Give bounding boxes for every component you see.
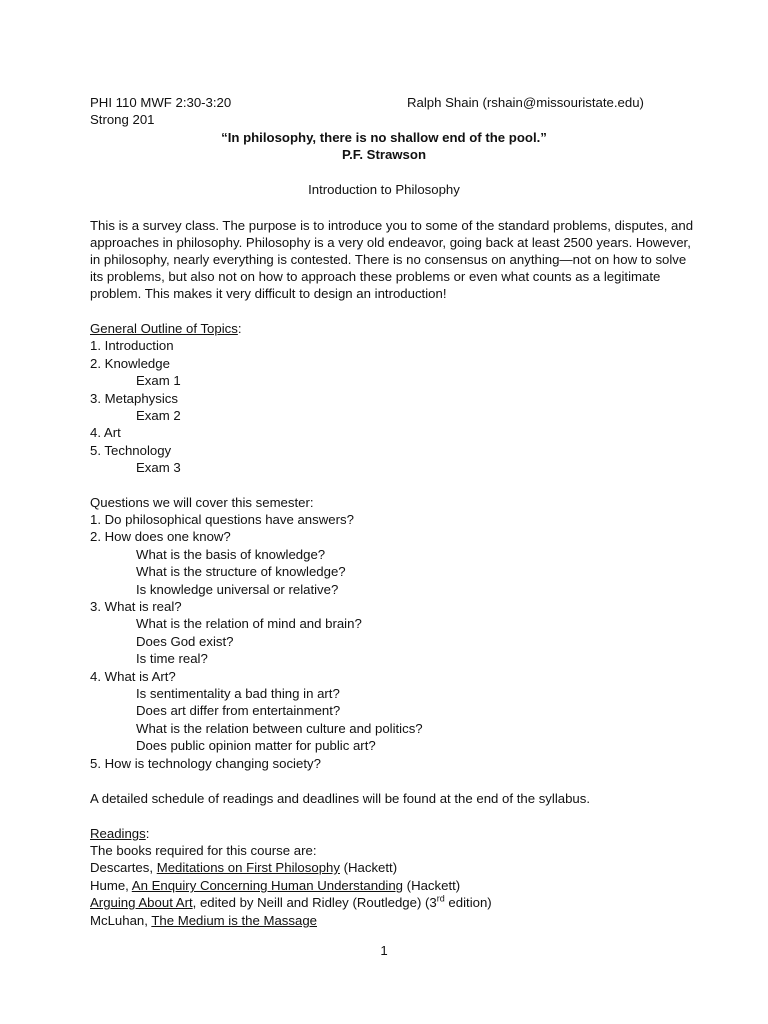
reading-publisher: (Hackett) [339,860,398,875]
epigraph-quote: “In philosophy, there is no shallow end of the pool.” [221,130,547,145]
page-title: Introduction to Philosophy [308,182,460,197]
instructor-info: Ralph Shain (rshain@missouristate.edu) [407,95,644,110]
outline-item: 5. Technology [90,443,172,458]
reading-title: Arguing About Art [90,895,193,910]
question-item: 5. How is technology changing society? [90,756,321,771]
outline-exam: Exam 2 [136,408,181,423]
sub-question: Does art differ from entertainment? [136,703,341,718]
question-item: 4. What is Art? [90,669,176,684]
outline-heading-text: General Outline of Topics [90,321,238,336]
sub-question: What is the relation of mind and brain? [136,616,362,631]
outline-item: 2. Knowledge [90,356,170,371]
room-info: Strong 201 [90,112,155,127]
intro-line: its problems, but also not on how to approach these problems or even what counts as a legitimate [90,269,661,284]
question-item: 3. What is real? [90,599,182,614]
question-item: 1. Do philosophical questions have answers? [90,512,354,527]
outline-item: 1. Introduction [90,338,174,353]
edition-superscript: rd [436,893,445,904]
schedule-note: A detailed schedule of readings and deadlines will be found at the end of the syllabus. [90,791,591,806]
sub-question: Is sentimentality a bad thing in art? [136,686,340,701]
page-number: 1 [380,943,388,958]
intro-line: problem. This makes it very difficult to design an introduction! [90,286,447,301]
sub-question: Does God exist? [136,634,234,649]
outline-item: 4. Art [90,425,121,440]
intro-line: approaches in philosophy. Philosophy is a very old endeavor, going back at least 2500 years. However, [90,235,691,250]
intro-line: This is a survey class. The purpose is to introduce you to some of the standard problems, disputes, and [90,218,694,233]
outline-exam: Exam 3 [136,460,181,475]
epigraph-author: P.F. Strawson [341,147,427,162]
reading-item [90,894,492,911]
reading-publisher: (Hackett) [403,878,461,893]
outline-item: 3. Metaphysics [90,391,178,406]
readings-intro: The books required for this course are: [90,843,317,858]
readings-heading [90,825,149,842]
sub-question: What is the structure of knowledge? [136,564,346,579]
reading-title: Meditations on First Philosophy [156,860,340,875]
reading-item [90,859,397,876]
reading-publisher: , edited by Neill and Ridley (Routledge) (3 [192,895,437,910]
readings-heading-text: Readings [90,826,146,841]
reading-item [90,912,317,929]
reading-title: The Medium is the Massage [151,913,317,928]
course-info: PHI 110 MWF 2:30-3:20 [90,95,232,110]
sub-question: What is the basis of knowledge? [136,547,326,562]
intro-line: in philosophy, nearly everything is contested. There is no consensus on anything—not on how to solve [90,252,687,267]
outline-heading-colon: : [237,321,242,336]
reading-edition: edition) [444,895,492,910]
sub-question: Does public opinion matter for public art? [136,738,376,753]
outline-exam: Exam 1 [136,373,181,388]
reading-item [90,877,460,894]
outline-heading [90,320,242,337]
sub-question: What is the relation between culture and politics? [136,721,423,736]
reading-title: An Enquiry Concerning Human Understanding [131,878,404,893]
reading-author: McLuhan, [90,913,152,928]
question-item: 2. How does one know? [90,529,231,544]
questions-heading: Questions we will cover this semester: [90,495,314,510]
reading-author: Descartes, [90,860,157,875]
reading-author: Hume, [90,878,132,893]
sub-question: Is time real? [136,651,208,666]
sub-question: Is knowledge universal or relative? [136,582,339,597]
readings-heading-colon: : [145,826,150,841]
